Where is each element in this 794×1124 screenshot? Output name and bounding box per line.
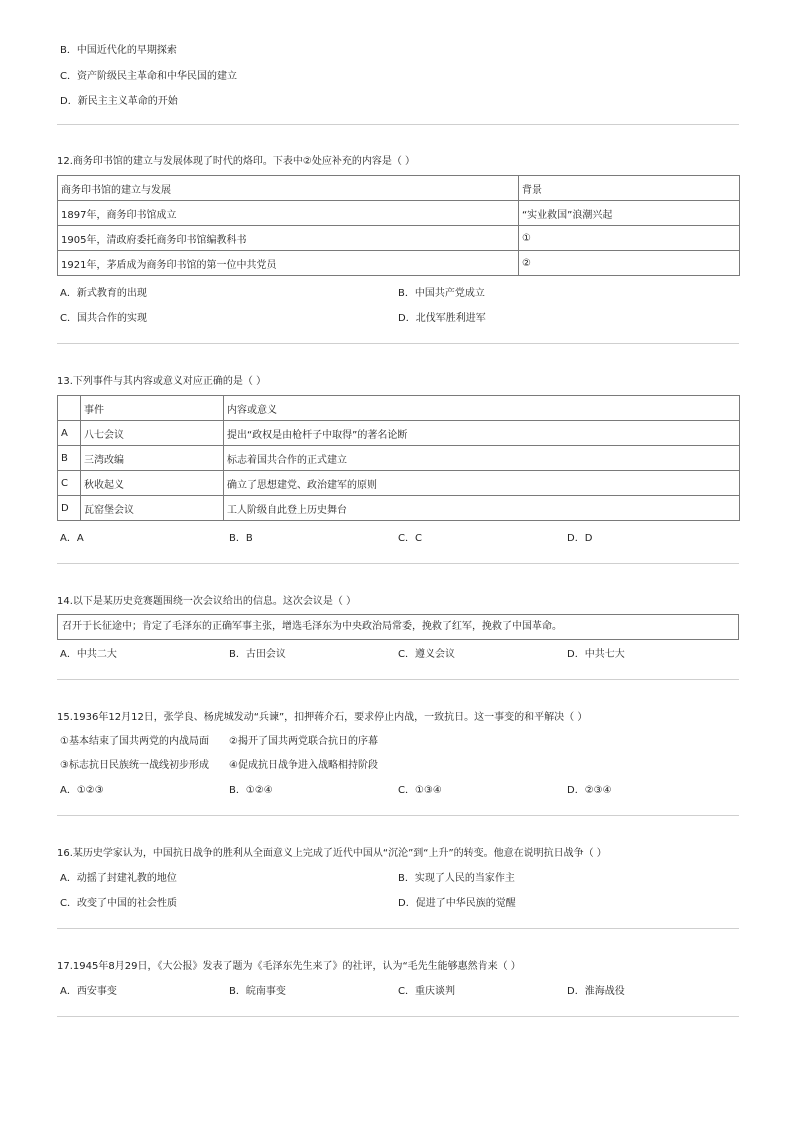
table-cell: 标志着国共合作的正式建立 (224, 446, 740, 471)
table-row (58, 176, 740, 201)
q12-option-a[interactable]: A．新式教育的出现 (60, 288, 147, 299)
q14-info-box: 召开于长征途中；肯定了毛泽东的正确军事主张，增选毛泽东为中央政治局常委，挽救了红军，挽救了中国革命。 (57, 614, 739, 640)
table-cell: 1897年，商务印书馆成立 (58, 201, 519, 226)
table-cell: 八七会议 (81, 421, 224, 446)
q12-option-d[interactable]: D．北伐军胜利进军 (398, 313, 486, 324)
q13-table (57, 395, 740, 521)
q16-option-c[interactable]: C．改变了中国的社会性质 (60, 898, 177, 909)
divider (57, 928, 739, 929)
table-row (58, 471, 740, 496)
q15-option-d[interactable]: D．②③④ (567, 785, 612, 796)
divider (57, 679, 739, 680)
q17-stem: 17.1945年8月29日，《大公报》发表了题为《毛泽东先生来了》的社评，认为“毛先生能够惠然肯来（ ） (57, 961, 521, 972)
q15-statement-4: ④促成抗日战争进入战略相持阶段 (229, 760, 378, 771)
table-cell: 1905年，清政府委托商务印书馆编教科书 (58, 226, 519, 251)
table-cell: D (58, 496, 81, 521)
table-cell: ① (519, 226, 740, 251)
q14-option-a[interactable]: A．中共二大 (60, 649, 117, 660)
q17-option-b[interactable]: B．皖南事变 (229, 986, 286, 997)
q13-stem: 13.下列事件与其内容或意义对应正确的是（ ） (57, 376, 267, 387)
table-cell: 瓦窑堡会议 (81, 496, 224, 521)
table-cell: 秋收起义 (81, 471, 224, 496)
table-header-cell: 背景 (519, 176, 740, 201)
table-cell: 确立了思想建党、政治建军的原则 (224, 471, 740, 496)
table-cell: ② (519, 251, 740, 276)
q13-option-a[interactable]: A．A (60, 533, 84, 544)
q16-option-a[interactable]: A．动摇了封建礼教的地位 (60, 873, 177, 884)
q11-option-b: B．中国近代化的早期探索 (60, 45, 177, 56)
q13-option-b[interactable]: B．B (229, 533, 253, 544)
q15-option-b[interactable]: B．①②④ (229, 785, 273, 796)
table-cell: 工人阶级自此登上历史舞台 (224, 496, 740, 521)
q15-statement-1: ①基本结束了国共两党的内战局面 (60, 736, 209, 747)
divider (57, 815, 739, 816)
table-row (58, 496, 740, 521)
table-row (58, 396, 740, 421)
q16-option-d[interactable]: D．促进了中华民族的觉醒 (398, 898, 516, 909)
q14-stem: 14.以下是某历史竞赛题围绕一次会议给出的信息。这次会议是（ ） (57, 596, 357, 607)
q15-option-a[interactable]: A．①②③ (60, 785, 104, 796)
table-row (58, 446, 740, 471)
table-row (58, 251, 740, 276)
table-header-cell (58, 396, 81, 421)
q12-stem: 12.商务印书馆的建立与发展体现了时代的烙印。下表中②处应补充的内容是（ ） (57, 156, 416, 167)
table-row (58, 226, 740, 251)
divider (57, 343, 739, 344)
table-cell: “实业救国”浪潮兴起 (519, 201, 740, 226)
divider (57, 124, 739, 125)
q14-option-d[interactable]: D．中共七大 (567, 649, 625, 660)
q17-option-a[interactable]: A．西安事变 (60, 986, 117, 997)
q11-option-d: D．新民主主义革命的开始 (60, 96, 178, 107)
q15-statement-2: ②揭开了国共两党联合抗日的序幕 (229, 736, 378, 747)
q16-option-b[interactable]: B．实现了人民的当家作主 (398, 873, 515, 884)
table-header-cell: 事件 (81, 396, 224, 421)
divider (57, 1016, 739, 1017)
table-header-cell: 内容或意义 (224, 396, 740, 421)
q14-option-b[interactable]: B．古田会议 (229, 649, 286, 660)
q14-option-c[interactable]: C．遵义会议 (398, 649, 455, 660)
q13-option-c[interactable]: C．C (398, 533, 422, 544)
table-cell: C (58, 471, 81, 496)
table-cell: 提出“政权是由枪杆子中取得”的著名论断 (224, 421, 740, 446)
table-cell: 三湾改编 (81, 446, 224, 471)
table-row (58, 201, 740, 226)
q17-option-d[interactable]: D．淮海战役 (567, 986, 625, 997)
q12-option-c[interactable]: C．国共合作的实现 (60, 313, 147, 324)
q12-table (57, 175, 740, 276)
q16-stem: 16.某历史学家认为，中国抗日战争的胜利从全面意义上完成了近代中国从“沉沦”到“上升”的转变。他意在说明抗日战争（ ） (57, 848, 607, 859)
table-header-cell: 商务印书馆的建立与发展 (58, 176, 519, 201)
table-row (58, 421, 740, 446)
q15-option-c[interactable]: C．①③④ (398, 785, 442, 796)
table-cell: B (58, 446, 81, 471)
q11-option-c: C．资产阶级民主革命和中华民国的建立 (60, 71, 237, 82)
divider (57, 563, 739, 564)
table-cell: A (58, 421, 81, 446)
q15-statement-3: ③标志抗日民族统一战线初步形成 (60, 760, 209, 771)
q15-stem: 15.1936年12月12日，张学良、杨虎城发动“兵谏”，扣押蒋介石，要求停止内战，一致抗日。这一事变的和平解决（ ） (57, 712, 588, 723)
q12-option-b[interactable]: B．中国共产党成立 (398, 288, 485, 299)
q13-option-d[interactable]: D．D (567, 533, 593, 544)
q17-option-c[interactable]: C．重庆谈判 (398, 986, 455, 997)
table-cell: 1921年，茅盾成为商务印书馆的第一位中共党员 (58, 251, 519, 276)
